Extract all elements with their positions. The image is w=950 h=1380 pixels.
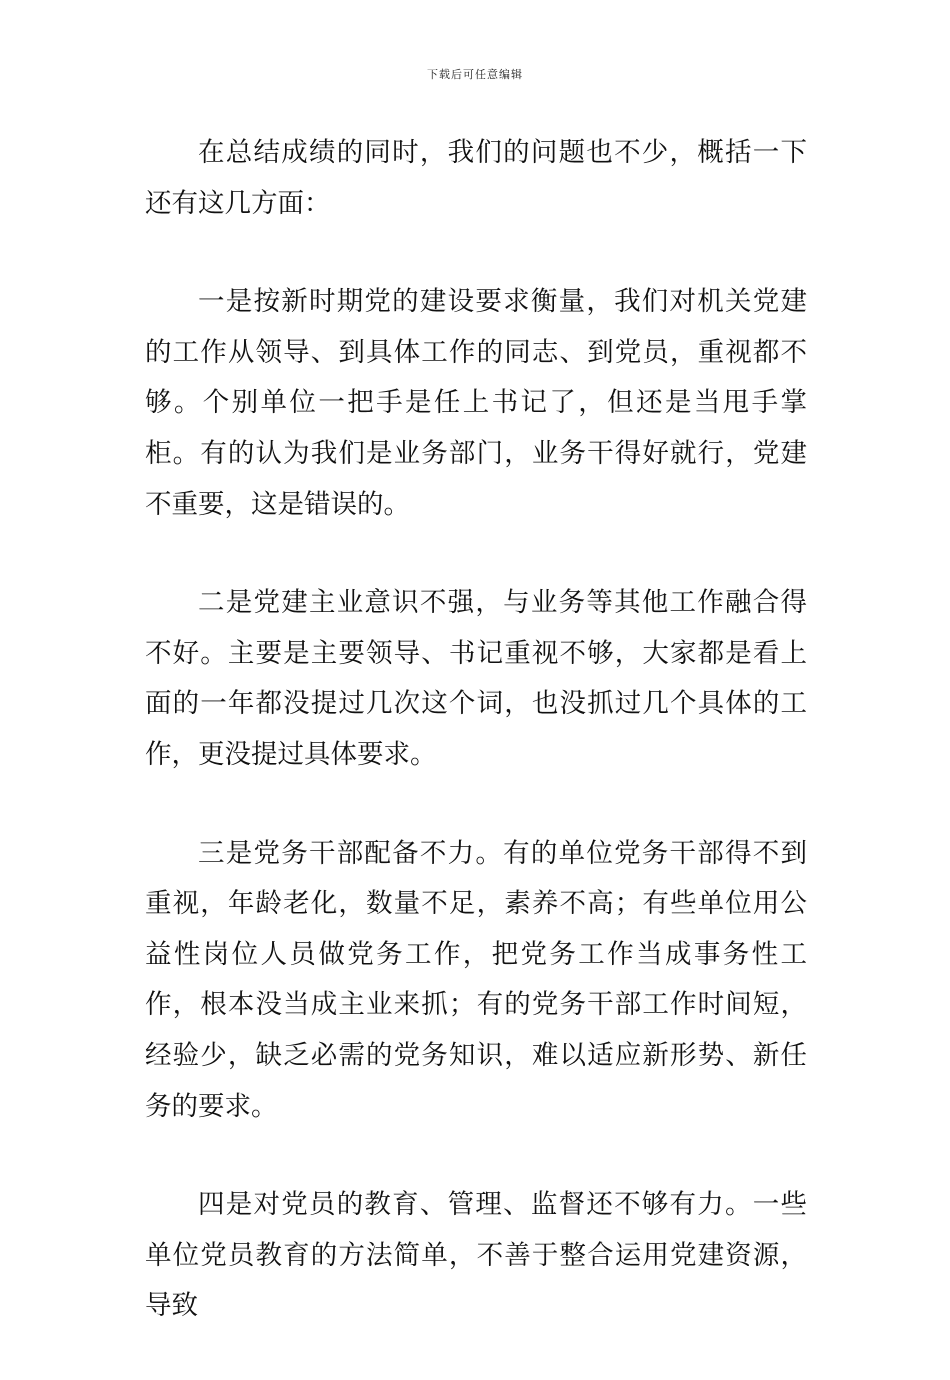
document-body (145, 128, 807, 1380)
paragraph-point-two: 二是党建主业意识不强，与业务等其他工作融合得不好。主要是主要领导、书记重视不够，大家都是看上面的一年都没提过几次这个词，也没抓过几个具体的工作，更没提过具体要求。 (145, 587, 807, 770)
paragraph-point-four: 四是对党员的教育、管理、监督还不够有力。一些单位党员教育的方法简单，不善于整合运用党建资源，导致 (145, 1189, 807, 1322)
paragraph-point-one: 一是按新时期党的建设要求衡量，我们对机关党建的工作从领导、到具体工作的同志、到党员，重视都不够。个别单位一把手是任上书记了，但还是当甩手掌柜。有的认为我们是业务部门，业务干得好就行，党建不重要，这是错误的。 (145, 286, 807, 520)
header-note: 下载后可任意编辑 (427, 68, 523, 81)
paragraph-summary-intro: 在总结成绩的同时，我们的问题也不少，概括一下还有这几方面： (145, 137, 807, 219)
paragraph-point-three: 三是党务干部配备不力。有的单位党务干部得不到重视，年龄老化，数量不足，素养不高；有些单位用公益性岗位人员做党务工作，把党务工作当成事务性工作，根本没当成主业来抓；有的党务干部工作时间短，经验少，缺乏必需的党务知识，难以适应新形势、新任务的要求。 (145, 837, 807, 1122)
